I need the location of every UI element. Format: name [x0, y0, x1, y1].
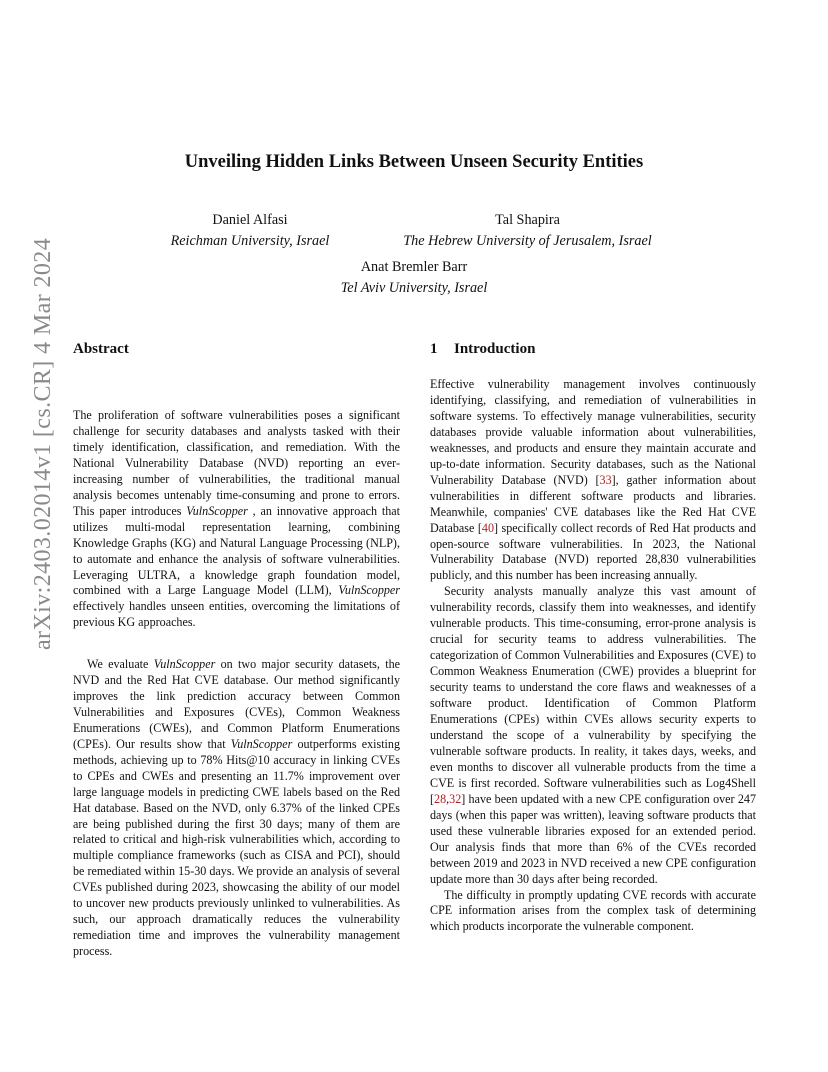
arxiv-identifier: arXiv:2403.02014v1 [cs.CR] 4 Mar 2024	[30, 237, 56, 650]
abstract-paragraph-2	[73, 657, 400, 960]
introduction-body	[430, 377, 756, 935]
section-title: Introduction	[454, 341, 536, 357]
introduction-heading	[430, 341, 535, 358]
method-name: VulnScopper	[338, 583, 400, 598]
text-span: The difficulty in promptly updating CVE records with accurate CPE information arises from the complex task of determining which products incorporate the vulnerable component.	[430, 887, 756, 934]
author-name: Tal Shapira	[495, 212, 560, 228]
text-span: , an innovative approach that utilizes multi-modal representation learning, combining Knowledge Graphs (KG) and Natural Language Processing (NLP), to automate and enhance the analysis of software vulnerabilities. Leveraging ULTRA, a knowledge graph foundation model, combined with a Large Language Model (LLM),	[73, 503, 400, 598]
text-span: Security analysts manually analyze this vast amount of vulnerability records, classify them into weaknesses, and identify vulnerable products. This time-consuming, error-prone analysis is crucial for security teams to address vulnerabilities. The categorization of Common Vulnerabilities and Exposures (CVE) to Common Weakness Enumeration (CWE) provides a blueprint for security teams to understand the core flaws and weaknesses of a software product. Identification of Common Platform Enumerations (CPEs) within CVEs allows security experts to understand the scope of a vulnerability by specifying the vulnerable software products. In reality, it takes days, weeks, and even months to discover all vulnerable products from the time a CVE is first recorded. Software vulnerabilities such as Log4Shell [	[430, 584, 756, 806]
method-name: VulnScopper	[186, 503, 248, 518]
text-span: ] specifically collect records of Red Hat products and open-source software vulnerabilities. In 2023, the National Vulnerability Database (NVD) reported 28,830 vulnerabilities publicly, and this number has been increasing annually.	[430, 520, 756, 583]
text-span: Effective vulnerability management involves continuously identifying, classifying, and remediation of vulnerabilities in software systems. To effectively manage vulnerabilities, security databases provide valuable information about vulnerabilities, weaknesses, and products and ensure they maintain accurate and up-to-date information. Security databases, such as the National Vulnerability Database (NVD) [	[430, 377, 756, 487]
author-block	[300, 257, 528, 299]
text-span: ] have been updated with a new CPE configuration over 247 days (when this paper was written), leaving software products that used these vulnerable libraries exposed for an extended period. Our analysis finds that more than 6% of the CVEs recorded between 2019 and 2023 in NVD received a new CPE configuration update more than 30 days after being recorded.	[430, 791, 756, 886]
text-span: We evaluate	[87, 657, 154, 671]
text-span: outperforms existing methods, achieving up to 78% Hits@10 accuracy in linking CVEs to CPEs and CWEs and presenting an 11.7% improvement over large language models in predicting CWE labels based on the Red Hat database. Based on the NVD, only 6.37% of the linked CPEs are being published during the first 30 days; many of them are related to critical and high-risk vulnerabilities which, according to multiple compliance frameworks (such as CISA and PCI), should be remediated within 15-30 days. We provide an analysis of several CVEs published during 2023, showcasing the ability of our model to uncover new products previously unlinked to vulnerabilities. As such, our approach dramatically reduces the vulnerability remediation time and improves the vulnerability management process.	[73, 736, 401, 959]
text-span: ,	[446, 791, 450, 806]
abstract-heading: Abstract	[73, 341, 129, 357]
author-affiliation: Reichman University, Israel	[170, 233, 330, 249]
author-name: Anat Bremler Barr	[360, 259, 468, 275]
citation-link[interactable]: 33	[599, 472, 612, 487]
section-number: 1	[430, 341, 438, 357]
citation-link[interactable]: 32	[449, 791, 462, 806]
citation-link[interactable]: 28	[434, 791, 447, 806]
method-name: VulnScopper	[153, 657, 216, 671]
author-block	[385, 210, 670, 252]
text-span: The proliferation of software vulnerabilities poses a significant challenge for security databases and analysts tasked with their timely identification, classification, and remediation. With the National Vulnerability Database (NVD) reporting an ever-increasing number of vulnerabilities, the traditional manual analysis becomes untenably time-consuming and prone to errors. This paper introduces	[73, 408, 400, 518]
introduction-paragraph	[430, 888, 756, 936]
author-affiliation: Tel Aviv University, Israel	[340, 280, 488, 296]
introduction-paragraph	[430, 377, 756, 584]
paper-title: Unveiling Hidden Links Between Unseen Security Entities	[184, 152, 644, 172]
method-name: VulnScopper	[230, 736, 293, 751]
author-affiliation: The Hebrew University of Jerusalem, Israel	[403, 233, 652, 249]
author-block	[160, 210, 340, 252]
abstract-paragraph-1	[73, 408, 400, 631]
citation-link[interactable]: 40	[481, 520, 494, 535]
text-span: on two major security datasets, the NVD and the Red Hat CVE database. Our method significantly improves the link prediction accuracy between Common Vulnerabilities and Exposures (CVEs), Common Weakness Enumerations (CWEs), and Common Platform Enumerations (CPEs). Our results show that	[73, 657, 400, 751]
text-span: ], gather information about vulnerabilities in different software products and libraries. Meanwhile, companies' CVE databases like the Red Hat CVE Database [	[430, 472, 756, 535]
author-name: Daniel Alfasi	[212, 212, 288, 228]
text-span: effectively handles unseen entities, overcoming the limitations of previous KG approaches.	[73, 599, 400, 630]
introduction-paragraph	[430, 584, 756, 887]
